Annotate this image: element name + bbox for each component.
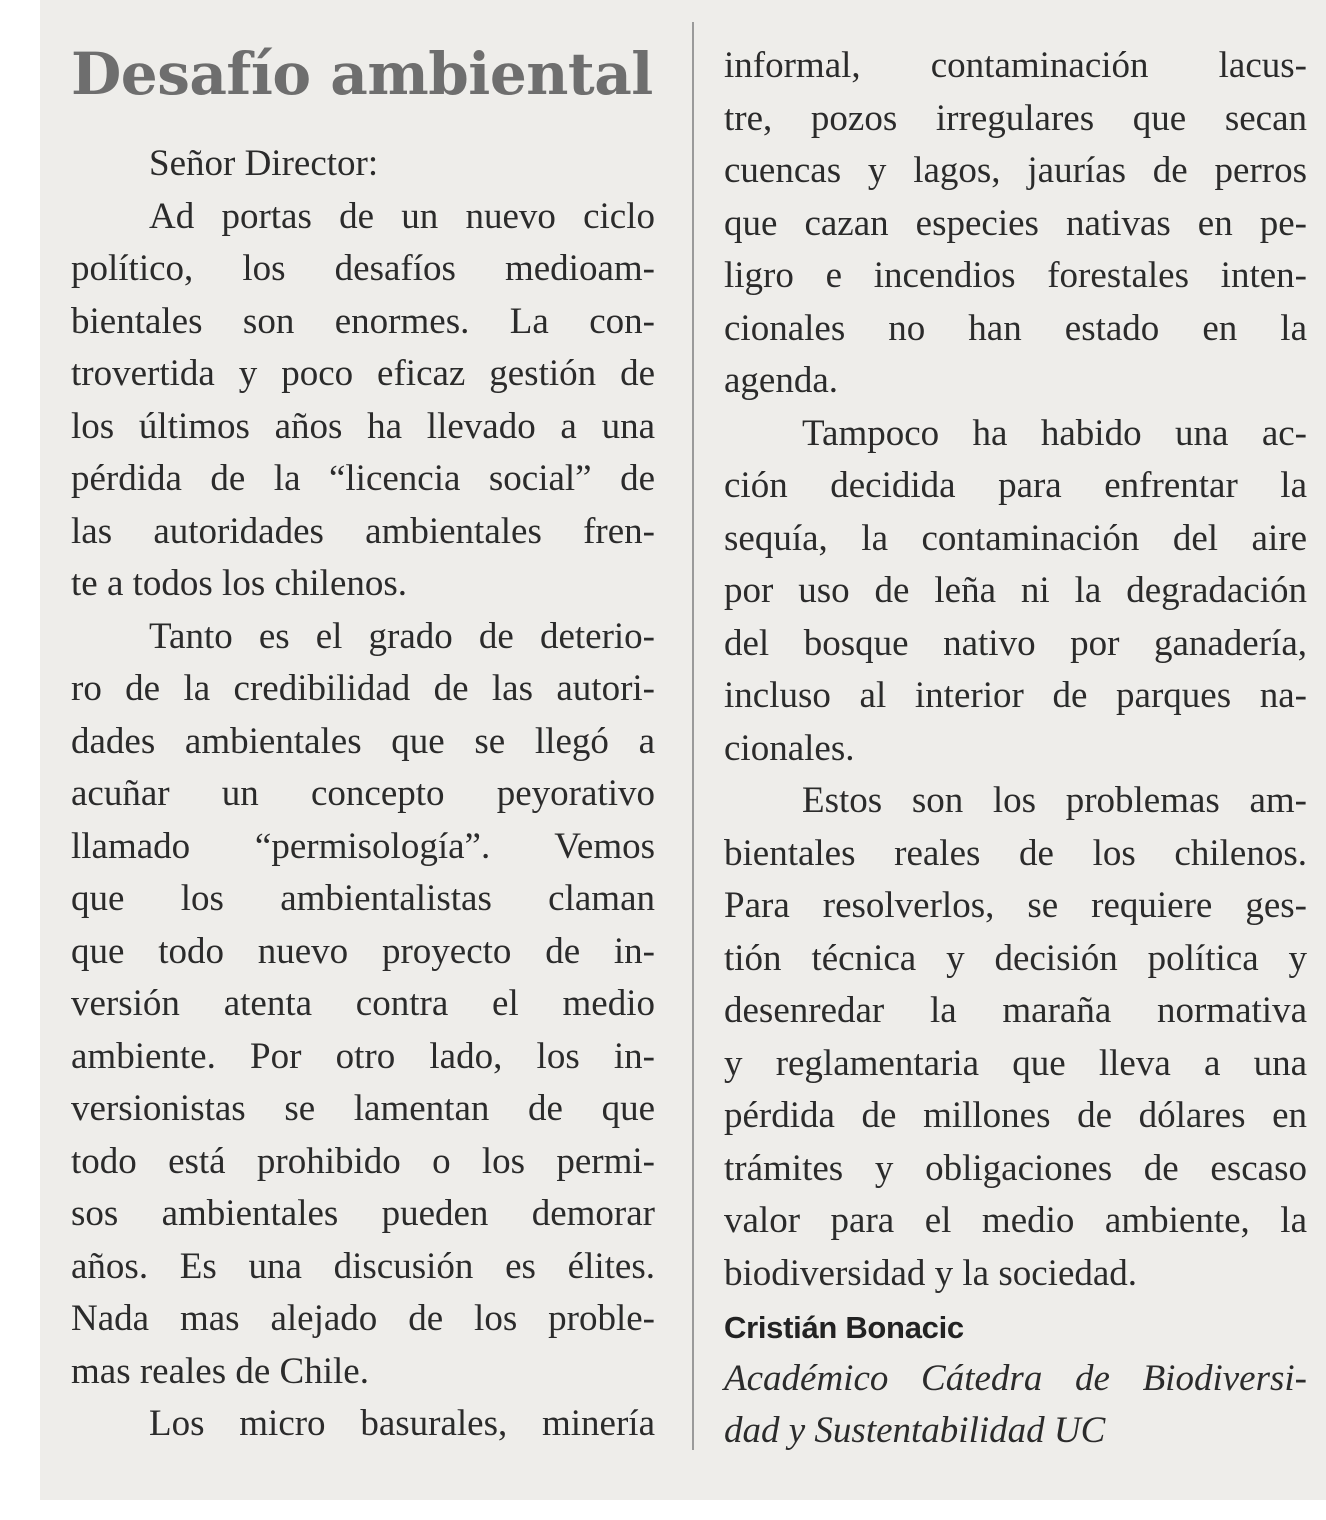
body-text-line: cionales.	[724, 727, 855, 769]
body-text-line: por uso de leña ni la degradación	[724, 570, 1307, 611]
body-text-line: pérdida de millones de dólares en	[724, 1095, 1307, 1136]
body-text-line: sos ambientales pueden demorar	[71, 1193, 655, 1234]
body-text-line: tión técnica y decisión política y	[724, 937, 1307, 979]
right-column-text	[724, 40, 1307, 1300]
body-text-line: Nada mas alejado de los proble-	[71, 1298, 655, 1339]
body-text-line: acuñar un concepto peyorativo	[71, 773, 655, 814]
body-text-line: ro de la credibilidad de las autori-	[71, 668, 655, 709]
body-text-line: los últimos años ha llevado a una	[71, 405, 655, 447]
body-text-line: agenda.	[724, 360, 839, 401]
body-text-line: y reglamentaria que lleva a una	[724, 1042, 1307, 1084]
body-text-line: incluso al interior de parques na-	[724, 675, 1307, 716]
body-text-line: cionales no han estado en la	[724, 307, 1307, 349]
body-text-line: años. Es una discusión es élites.	[71, 1245, 655, 1287]
signature-author: Cristián Bonacic	[724, 1310, 964, 1345]
body-text-line: bientales reales de los chilenos.	[724, 832, 1307, 874]
body-text-line: bientales son enormes. La con-	[71, 300, 655, 342]
body-text-line: Tanto es el grado de deterio-	[149, 615, 655, 657]
body-text-line: que todo nuevo proyecto de in-	[71, 930, 655, 972]
signature-affiliation-line: Académico Cátedra de Biodiversi-	[724, 1357, 1307, 1399]
body-text-line: biodiversidad y la sociedad.	[724, 1252, 1138, 1294]
body-text-line: que cazan especies nativas en pe-	[724, 202, 1307, 244]
body-text-line: ambiente. Por otro lado, los in-	[71, 1035, 655, 1077]
body-text-line: Para resolverlos, se requiere ges-	[724, 885, 1307, 926]
body-text-line: Los micro basurales, minería	[149, 1403, 655, 1444]
body-text-line: valor para el medio ambiente, la	[724, 1200, 1307, 1241]
body-text-line: las autoridades ambientales fren-	[71, 510, 655, 552]
body-text-line: tre, pozos irregulares que secan	[724, 97, 1307, 139]
body-text-line: te a todos los chilenos.	[71, 563, 408, 604]
body-text-line: pérdida de la “licencia social” de	[71, 458, 655, 499]
body-text-line: informal, contaminación lacus-	[724, 45, 1307, 86]
left-column	[71, 138, 655, 1451]
body-text-line: dades ambientales que se llegó a	[71, 720, 655, 762]
body-text-line: que los ambientalistas claman	[71, 878, 655, 919]
body-text-line: cuencas y lagos, jaurías de perros	[724, 150, 1307, 191]
body-text-line: trovertida y poco eficaz gestión de	[71, 353, 655, 394]
body-text-line: llamado “permisología”. Vemos	[71, 825, 655, 867]
letter-title: Desafío ambiental	[71, 40, 653, 108]
right-column	[724, 40, 1307, 1458]
signature-affiliation-line: dad y Sustentabilidad UC	[724, 1410, 1106, 1451]
body-text-line: trámites y obligaciones de escaso	[724, 1147, 1307, 1189]
body-text-line: ción decidida para enfrentar la	[724, 465, 1307, 506]
column-divider	[692, 22, 694, 1450]
body-text-line: Señor Director:	[149, 143, 379, 184]
body-text-line: todo está prohibido o los permi-	[71, 1140, 655, 1182]
body-text-line: del bosque nativo por ganadería,	[724, 622, 1307, 664]
body-text-line: versión atenta contra el medio	[71, 983, 655, 1024]
body-text-line: político, los desafíos medioam-	[71, 248, 655, 289]
body-text-line: versionistas se lamentan de que	[71, 1088, 655, 1129]
body-text-line: Ad portas de un nuevo ciclo	[149, 195, 655, 237]
body-text-line: mas reales de Chile.	[71, 1350, 369, 1392]
body-text-line: desenredar la maraña normativa	[724, 990, 1307, 1031]
body-text-line: Estos son los problemas am-	[802, 780, 1307, 821]
body-text-line: sequía, la contaminación del aire	[724, 517, 1307, 559]
body-text-line: ligro e incendios forestales inten-	[724, 255, 1307, 296]
body-text-line: Tampoco ha habido una ac-	[802, 412, 1307, 454]
